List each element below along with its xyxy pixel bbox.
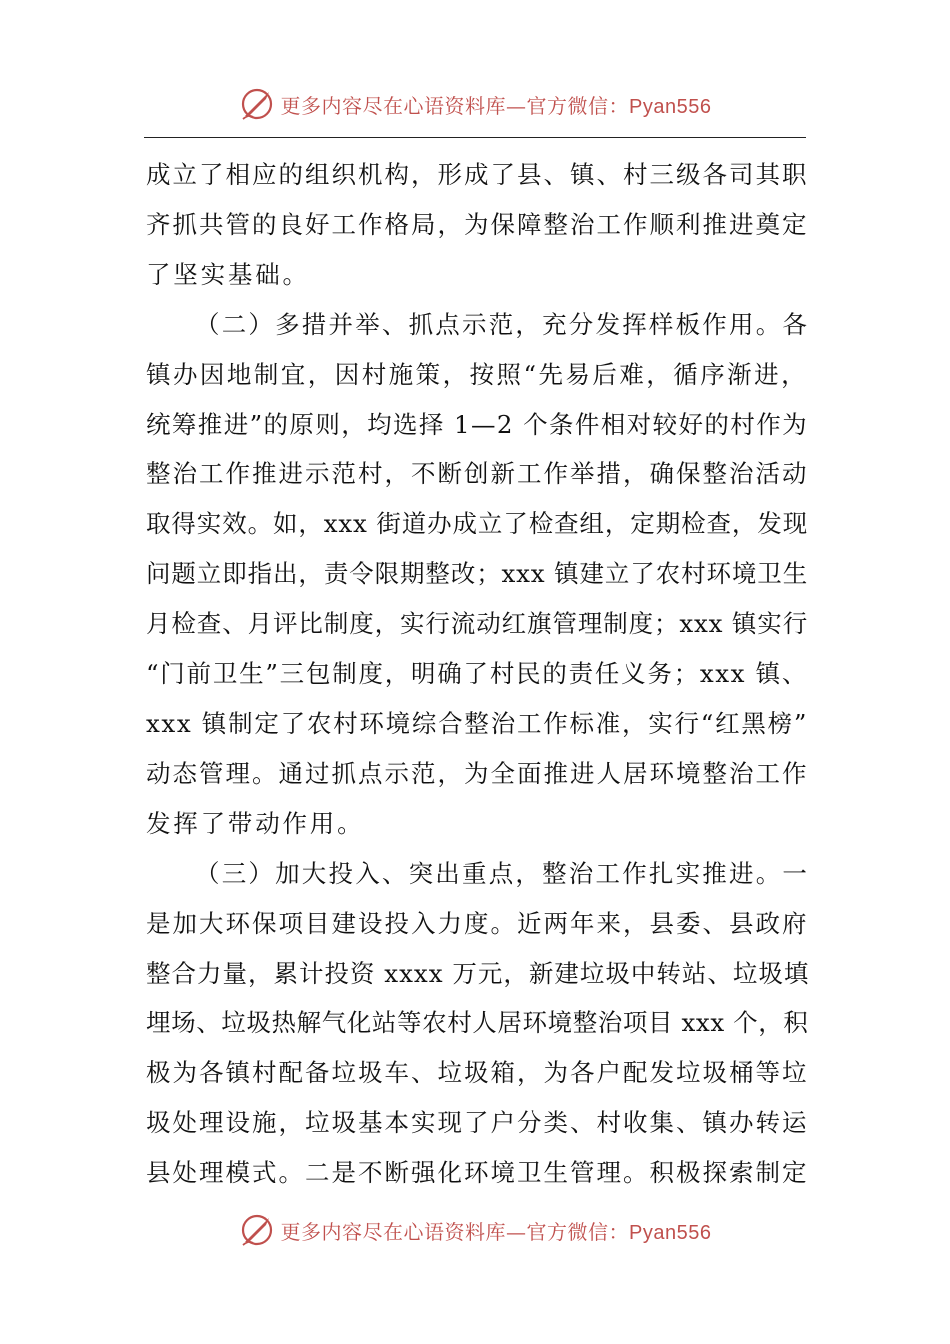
text-line: 问题立即指出，责令限期整改；xxx 镇建立了农村环境卫生 [146,559,808,589]
text-line: 极为各镇村配备垃圾车、垃圾箱，为各户配发垃圾桶等垃 [146,1058,809,1088]
footer-banner [0,1210,950,1250]
header-wechat-id: Pyan556 [629,95,712,118]
text-line: 齐抓共管的良好工作格局，为保障整治工作顺利推进奠定 [146,209,809,239]
footer-wechat-id: Pyan556 [629,1221,712,1244]
text-line: （二）多措并举、抓点示范，充分发挥样板作用。各 [195,309,810,339]
text-line: xxx 镇制定了农村环境综合整治工作标准，实行“红黑榜” [146,708,808,738]
text-line: 圾处理设施，垃圾基本实现了户分类、村收集、镇办转运 [146,1108,809,1138]
text-line: 了坚实基础。 [146,259,310,289]
text-line: 整合力量，累计投资 xxxx 万元，新建垃圾中转站、垃圾填 [146,958,810,988]
header-banner [0,84,950,124]
text-line: 成立了相应的组织机构，形成了县、镇、村三级各司其职 [146,160,809,189]
text-line: 整治工作推进示范村，不断创新工作举措，确保整治活动 [146,459,809,489]
pen-logo-icon [239,86,275,122]
header-divider [144,137,806,138]
text-line: “门前卫生”三包制度，明确了村民的责任义务；xxx 镇、 [146,659,808,689]
text-line: （三）加大投入、突出重点，整治工作扎实推进。一 [195,858,810,888]
document-body [146,150,808,1198]
text-line: 埋场、垃圾热解气化站等农村人居环境整治项目 xxx 个，积 [146,1008,809,1038]
pen-logo-icon [239,1212,275,1248]
paragraph-3 [146,849,808,1198]
text-line: 月检查、月评比制度，实行流动红旗管理制度；xxx 镇实行 [146,609,808,639]
paragraph-2 [146,300,808,849]
text-line: 发挥了带动作用。 [146,808,365,838]
text-line: 动态管理。通过抓点示范，为全面推进人居环境整治工作 [146,758,809,788]
text-line: 镇办因地制宜，因村施策，按照“先易后难，循序渐进， [146,359,808,389]
text-line: 统筹推进”的原则，均选择 1—2 个条件相对较好的村作为 [146,409,808,439]
footer-banner-text [281,1216,712,1245]
header-banner-label: 更多内容尽在心语资料库—官方微信： [280,93,630,118]
text-line: 取得实效。如，xxx 街道办成立了检查组，定期检查，发现 [146,509,808,539]
text-line: 是加大环保项目建设投入力度。近两年来，县委、县政府 [146,908,809,938]
paragraph-1 [146,150,808,300]
header-banner-text [281,90,712,119]
footer-banner-label: 更多内容尽在心语资料库—官方微信： [280,1219,630,1244]
text-line: 县处理模式。二是不断强化环境卫生管理。积极探索制定 [146,1158,809,1188]
